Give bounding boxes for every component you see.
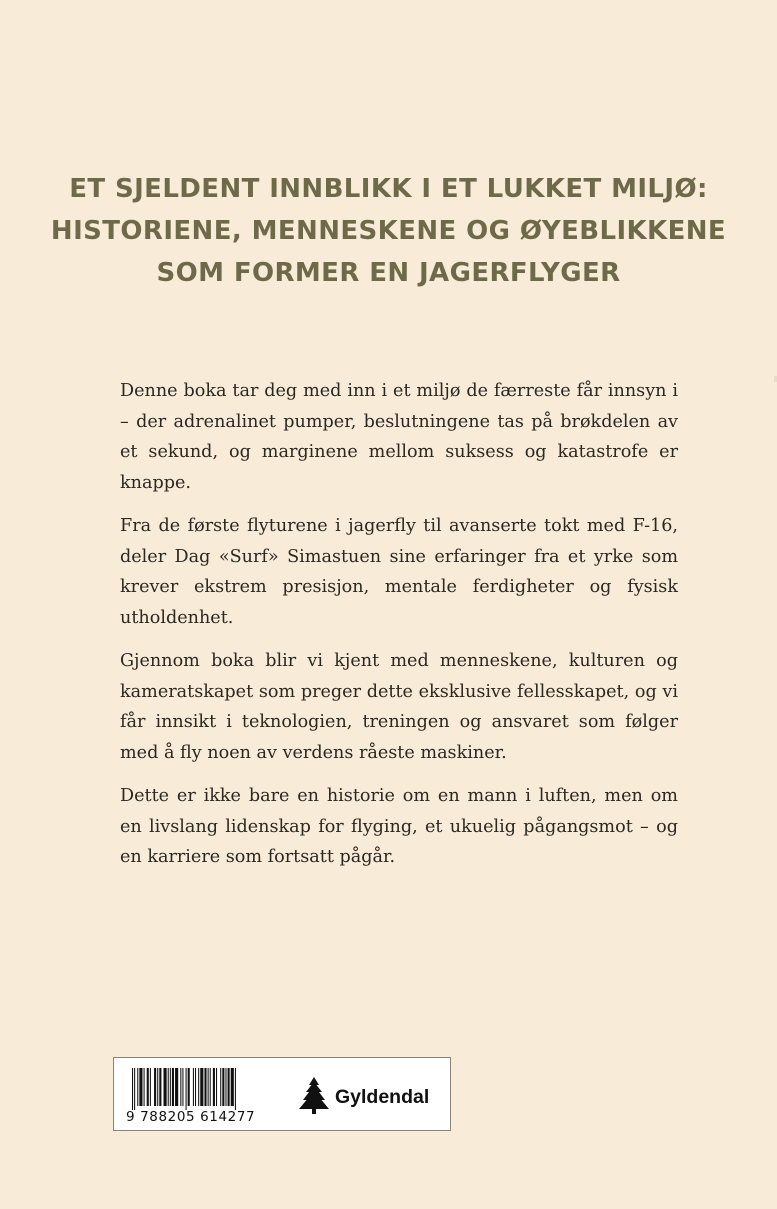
barcode-bar: [208, 1068, 209, 1106]
spruce-tree-icon: [298, 1076, 330, 1114]
barcode-bar: [154, 1068, 156, 1106]
barcode-bar: [164, 1068, 167, 1106]
barcode-bar: [216, 1068, 217, 1106]
barcode-bar: [200, 1068, 203, 1106]
barcode-bar: [195, 1068, 196, 1106]
barcode-bar: [228, 1068, 230, 1106]
barcode-bar: [193, 1068, 194, 1106]
barcode-bar: [139, 1068, 142, 1106]
barcode-bar: [186, 1068, 187, 1110]
barcode-bar: [213, 1068, 215, 1106]
blurb-paragraph-1: Denne boka tar deg med inn i et miljø de færreste får innsyn i – der adrenalinet pumper, beslutningene tas på brøkdelen av et sekund, og marginene mellom suksess og katastrofe er knappe.: [120, 381, 678, 493]
barcode-bar: [137, 1068, 138, 1106]
barcode-bar: [157, 1068, 158, 1106]
blurb-paragraph-4: Dette er ikke bare en historie om en mann i luften, men om en livslang lidenskap for flyging, et ukuelig pågangsmot – og en karriere som fortsatt pågår.: [120, 786, 678, 867]
barcode-bar: [175, 1068, 178, 1106]
blurb-paragraph-2: Fra de første flyturene i jagerfly til avanserte tokt med F-16, deler Dag «Surf» Simastuen sine erfaringer fra et yrke som krever ekstrem presisjon, mentale ferdigheter og fysisk utholdenhet.: [120, 516, 678, 628]
isbn-number: 9 788205 614277: [126, 1109, 256, 1125]
blurb-paragraph-3: Gjennom boka blir vi kjent med menneskene, kulturen og kameratskapet som preger dette eksklusive fellesskapet, og vi får innsikt i teknologien, treningen og ansvaret som følger med å fly noen av verdens råeste maskiner.: [120, 651, 678, 763]
barcode-bar: [172, 1068, 174, 1106]
headline-line-1: ET SJELDENT INNBLIKK I ET LUKKET MILJØ:: [69, 174, 708, 204]
barcode-bar: [168, 1068, 169, 1106]
barcode-bar: [188, 1068, 190, 1106]
barcode-bar: [198, 1068, 199, 1106]
headline-line-2: HISTORIENE, MENNESKENE OG ØYEBLIKKENE: [50, 216, 727, 246]
barcode-bar: [225, 1068, 226, 1106]
blurb-text: [120, 376, 678, 886]
headline-line-3: SOM FORMER EN JAGERFLYGER: [156, 258, 621, 288]
barcode-bar: [144, 1068, 145, 1106]
back-cover-headline: [0, 168, 777, 294]
barcode-bar: [147, 1068, 149, 1106]
barcode-bar: [132, 1068, 133, 1110]
isbn-barcode-box: [113, 1057, 451, 1131]
barcode-bar: [204, 1068, 206, 1106]
barcode-bar: [231, 1068, 234, 1106]
barcode-bar: [134, 1068, 135, 1110]
barcode-bar: [220, 1068, 221, 1106]
barcode-bar: [210, 1068, 211, 1106]
barcode-graphic: [130, 1068, 280, 1110]
barcode-bar: [150, 1068, 151, 1106]
barcode-bar: [222, 1068, 224, 1106]
publisher-name: Gyldendal: [335, 1086, 430, 1108]
barcode-bar: [180, 1068, 181, 1106]
barcode-bar: [170, 1068, 171, 1106]
barcode-bar: [182, 1068, 183, 1106]
barcode-bar: [235, 1068, 236, 1110]
barcode-bar: [159, 1068, 161, 1106]
